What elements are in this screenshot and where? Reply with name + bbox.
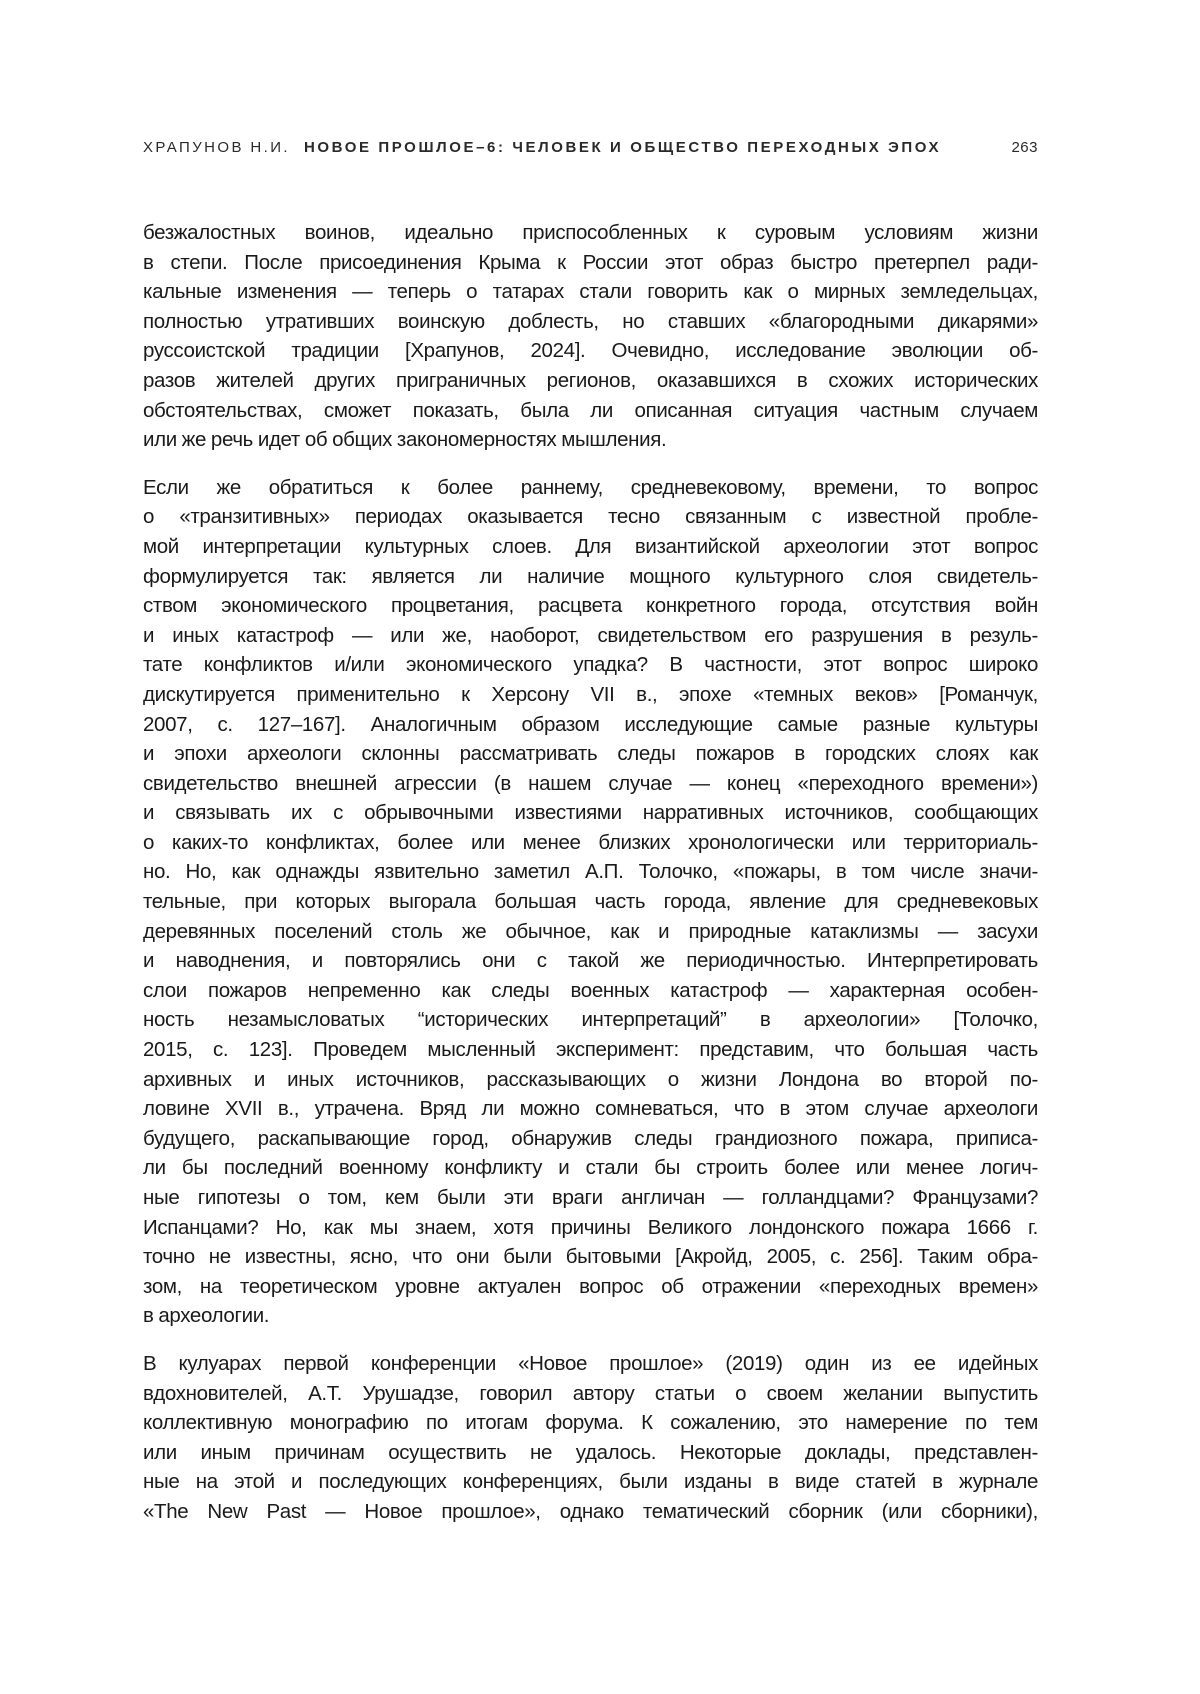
text-line: дискутируется применительно к Херсону VII в., эпохе «темных веков» [Романчук, bbox=[143, 680, 1038, 710]
text-line: ловине XVII в., утрачена. Вряд ли можно сомневаться, что в этом случае археологи bbox=[143, 1094, 1038, 1124]
text-line: архивных и иных источников, рассказывающих о жизни Лондона во второй по- bbox=[143, 1065, 1038, 1095]
header-series-title: НОВОЕ ПРОШЛОЕ–6: ЧЕЛОВЕК И ОБЩЕСТВО ПЕРЕХОДНЫХ ЭПОХ bbox=[304, 139, 941, 156]
text-line: и иных катастроф — или же, наоборот, свидетельством его разрушения в резуль- bbox=[143, 621, 1038, 651]
text-line: в степи. После присоединения Крыма к России этот образ быстро претерпел ради- bbox=[143, 248, 1038, 278]
text-line: кальные изменения — теперь о татарах стали говорить как о мирных земледельцах, bbox=[143, 277, 1038, 307]
text-line: о «транзитивных» периодах оказывается тесно связанным с известной пробле- bbox=[143, 502, 1038, 532]
text-line: мой интерпретации культурных слоев. Для византийской археологии этот вопрос bbox=[143, 532, 1038, 562]
text-line: полностью утративших воинскую доблесть, но ставших «благородными дикарями» bbox=[143, 307, 1038, 337]
body-text bbox=[143, 218, 1038, 1545]
text-line: о каких-то конфликтах, более или менее близких хронологически или территориаль- bbox=[143, 828, 1038, 858]
text-line: «The New Past — Новое прошлое», однако тематический сборник (или сборники), bbox=[143, 1497, 1038, 1527]
page-number: 263 bbox=[1011, 139, 1038, 156]
paragraph-1 bbox=[143, 218, 1038, 455]
text-line: тате конфликтов и/или экономического упадка? В частности, этот вопрос широко bbox=[143, 650, 1038, 680]
running-header bbox=[143, 139, 1038, 163]
text-line: руссоистской традиции [Храпунов, 2024]. Очевидно, исследование эволюции об- bbox=[143, 336, 1038, 366]
text-line: 2015, с. 123]. Проведем мысленный эксперимент: представим, что большая часть bbox=[143, 1035, 1038, 1065]
text-line: ные гипотезы о том, кем были эти враги англичан — голландцами? Французами? bbox=[143, 1183, 1038, 1213]
text-line: 2007, с. 127–167]. Аналогичным образом исследующие самые разные культуры bbox=[143, 710, 1038, 740]
text-line: ством экономического процветания, расцвета конкретного города, отсутствия войн bbox=[143, 591, 1038, 621]
document-page bbox=[0, 0, 1200, 1694]
text-line: разов жителей других приграничных регионов, оказавшихся в схожих исторических bbox=[143, 366, 1038, 396]
text-line: точно не известны, ясно, что они были бытовыми [Акройд, 2005, с. 256]. Таким обра- bbox=[143, 1242, 1038, 1272]
text-line: но. Но, как однажды язвительно заметил А.П. Толочко, «пожары, в том числе значи- bbox=[143, 857, 1038, 887]
text-line: и связывать их с обрывочными известиями нарративных источников, сообщающих bbox=[143, 798, 1038, 828]
text-line: ли бы последний военному конфликту и стали бы строить более или менее логич- bbox=[143, 1153, 1038, 1183]
text-line: ность незамысловатых “исторических интерпретаций” в археологии» [Толочко, bbox=[143, 1005, 1038, 1035]
text-line: зом, на теоретическом уровне актуален вопрос об отражении «переходных времен» bbox=[143, 1272, 1038, 1302]
text-line: безжалостных воинов, идеально приспособленных к суровым условиям жизни bbox=[143, 218, 1038, 248]
text-line: Если же обратиться к более раннему, средневековому, времени, то вопрос bbox=[143, 473, 1038, 503]
text-line: обстоятельствах, сможет показать, была ли описанная ситуация частным случаем bbox=[143, 396, 1038, 426]
header-author: ХРАПУНОВ Н.И. bbox=[143, 139, 290, 156]
text-line: коллективную монографию по итогам форума. К сожалению, это намерение по тем bbox=[143, 1408, 1038, 1438]
text-line: вдохновителей, А.Т. Урушадзе, говорил автору статьи о своем желании выпустить bbox=[143, 1379, 1038, 1409]
text-line: свидетельство внешней агрессии (в нашем случае — конец «переходного времени») bbox=[143, 769, 1038, 799]
text-line: формулируется так: является ли наличие мощного культурного слоя свидетель- bbox=[143, 562, 1038, 592]
text-line: слои пожаров непременно как следы военных катастроф — характерная особен- bbox=[143, 976, 1038, 1006]
text-line: ные на этой и последующих конференциях, были изданы в виде статей в журнале bbox=[143, 1467, 1038, 1497]
text-line: и эпохи археологи склонны рассматривать следы пожаров в городских слоях как bbox=[143, 739, 1038, 769]
text-line: в археологии. bbox=[143, 1301, 1038, 1331]
paragraph-2 bbox=[143, 473, 1038, 1331]
text-line: будущего, раскапывающие город, обнаружив следы грандиозного пожара, приписа- bbox=[143, 1124, 1038, 1154]
text-line: или же речь идет об общих закономерностях мышления. bbox=[143, 425, 1038, 455]
text-line: или иным причинам осуществить не удалось. Некоторые доклады, представлен- bbox=[143, 1438, 1038, 1468]
text-line: Испанцами? Но, как мы знаем, хотя причины Великого лондонского пожара 1666 г. bbox=[143, 1213, 1038, 1243]
text-line: тельные, при которых выгорала большая часть города, явление для средневековых bbox=[143, 887, 1038, 917]
text-line: и наводнения, и повторялись они с такой же периодичностью. Интерпретировать bbox=[143, 946, 1038, 976]
paragraph-3 bbox=[143, 1349, 1038, 1527]
text-line: В кулуарах первой конференции «Новое прошлое» (2019) один из ее идейных bbox=[143, 1349, 1038, 1379]
text-line: деревянных поселений столь же обычное, как и природные катаклизмы — засухи bbox=[143, 917, 1038, 947]
